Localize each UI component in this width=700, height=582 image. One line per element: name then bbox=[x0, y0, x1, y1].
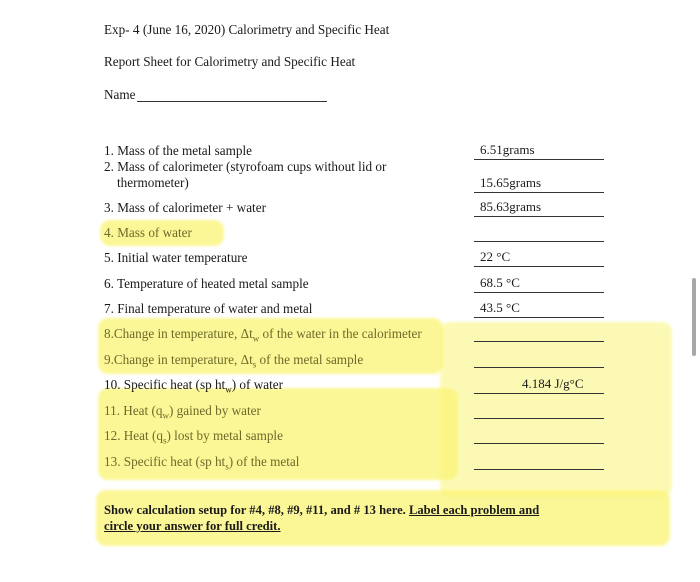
row-7-label: 7. Final temperature of water and metal bbox=[104, 301, 313, 316]
row-6-answer[interactable] bbox=[474, 275, 604, 293]
row-6-label: 6. Temperature of heated metal sample bbox=[104, 276, 309, 291]
row-4-answer[interactable] bbox=[474, 224, 604, 242]
row-5-answer[interactable] bbox=[474, 249, 604, 267]
row-7-answer[interactable] bbox=[474, 300, 604, 318]
row-3-label: 3. Mass of calorimeter + water bbox=[104, 200, 266, 215]
row-10-answer[interactable] bbox=[474, 376, 604, 394]
page-title: Exp- 4 (June 16, 2020) Calorimetry and Specific Heat bbox=[104, 22, 390, 37]
row-8-answer[interactable] bbox=[474, 324, 604, 342]
footer-instruction: Show calculation setup for #4, #8, #9, #11, and # 13 here. Label each problem and bbox=[104, 503, 540, 517]
row-12-answer[interactable] bbox=[474, 426, 604, 444]
row-2-answer[interactable] bbox=[474, 175, 604, 193]
row-10-label: 10. Specific heat (sp $ht_w$) of water bbox=[104, 377, 283, 395]
row-2-label-cont: thermometer) bbox=[117, 175, 189, 190]
row-2-label: 2. Mass of calorimeter (styrofoam cups without lid or bbox=[104, 159, 387, 174]
vertical-scrollbar[interactable] bbox=[692, 278, 696, 356]
page-subtitle: Report Sheet for Calorimetry and Specific Heat bbox=[104, 54, 356, 69]
row-13-label: 13. Specific heat (sp $ht_s$) of the metal bbox=[104, 454, 300, 472]
row-5-value: 22 °C bbox=[480, 249, 511, 264]
row-13-answer[interactable] bbox=[474, 452, 604, 470]
row-4-label: 4. Mass of water bbox=[104, 225, 192, 240]
row-1-value: 6.51grams bbox=[480, 142, 535, 157]
row-11-answer[interactable] bbox=[474, 401, 604, 419]
row-11-label: 11. Heat $(q_w)$ gained by water bbox=[104, 403, 261, 421]
name-label: Name bbox=[104, 87, 136, 102]
name-field-line[interactable] bbox=[137, 101, 327, 102]
row-1-answer[interactable] bbox=[474, 142, 604, 160]
footer-instruction-cont: circle your answer for full credit. bbox=[104, 519, 281, 533]
row-5-label: 5. Initial water temperature bbox=[104, 250, 248, 265]
row-8-label: 8.Change in temperature, $\Delta t_w$ of the water in the calorimeter bbox=[104, 326, 422, 344]
row-1-label: 1. Mass of the metal sample bbox=[104, 143, 252, 158]
row-2-value: 15.65grams bbox=[480, 175, 542, 190]
row-9-label: 9.Change in temperature, $\Delta t_s$ of the metal sample bbox=[104, 352, 364, 370]
row-12-label: 12. Heat $(q_s)$ lost by metal sample bbox=[104, 428, 283, 446]
row-3-value: 85.63grams bbox=[480, 199, 542, 214]
row-7-value: 43.5 °C bbox=[480, 300, 520, 315]
row-3-answer[interactable] bbox=[474, 199, 604, 217]
row-10-value: 4.184 J/g°C bbox=[522, 376, 584, 391]
row-9-answer[interactable] bbox=[474, 350, 604, 368]
row-6-value: 68.5 °C bbox=[480, 275, 520, 290]
